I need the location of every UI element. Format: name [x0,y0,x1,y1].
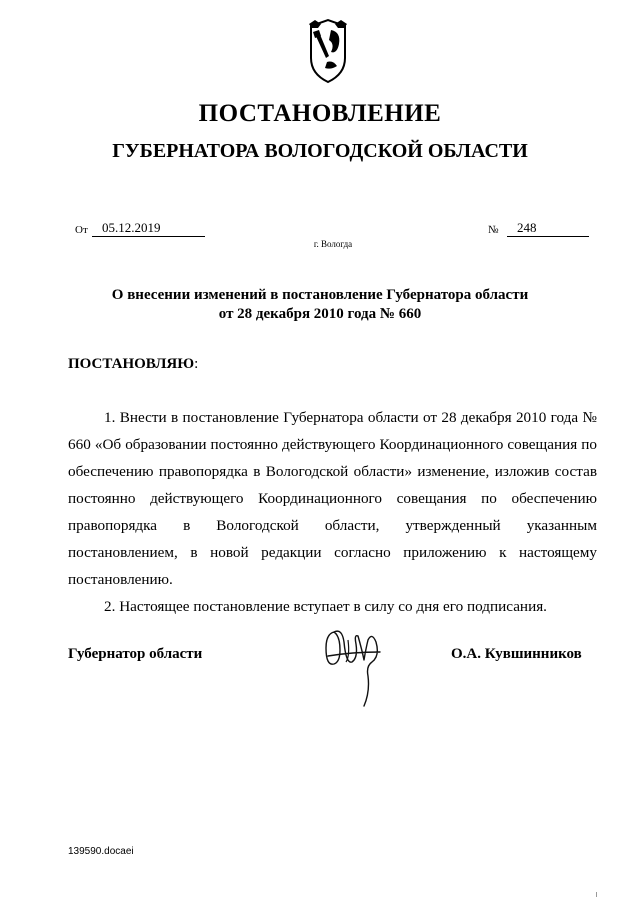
number-prefix: № [488,224,499,236]
resolve-heading [68,356,198,373]
document-date: 05.12.2019 [92,220,205,237]
resolve-colon: : [194,356,199,372]
document-subject [60,286,580,324]
document-type-title: ПОСТАНОВЛЕНИЕ [198,100,442,127]
resolve-label: ПОСТАНОВЛЯЮ [68,356,195,372]
vologda-coat-of-arms-icon [301,18,355,84]
subject-line-2: от 28 декабря 2010 года № 660 [218,306,422,322]
date-prefix: От [75,224,88,236]
scan-mark [596,892,597,897]
document-body [68,404,597,620]
signer-title: Губернатор области [68,646,203,662]
subject-line-1: О внесении изменений в постановление Губернатора области [111,287,529,303]
handwritten-signature [322,622,384,714]
date-number-row [75,220,595,240]
issuer-title: ГУБЕРНАТОРА ВОЛОГОДСКОЙ ОБЛАСТИ [112,140,528,162]
document-number: 248 [507,220,589,237]
paragraph-1: 1. Внести в постановление Губернатора области от 28 декабря 2010 года № 660 «Об образовании постоянно действующего Координационного совещания по обеспечению правопорядка в Вологодской области» изменение, изложив состав постоянно действующего Координационного совещания по обеспечению правопорядка в Вологодской области, утвержденный указанным постановлением, в новой редакции согласно приложению к настоящему постановлению. [68,409,597,588]
city-label: г. Вологда [313,239,353,249]
file-reference: 139590.docaei [68,846,134,857]
paragraph-2: 2. Настоящее постановление вступает в силу со дня его подписания. [104,598,547,615]
signer-name: О.А. Кувшинников [451,646,582,662]
